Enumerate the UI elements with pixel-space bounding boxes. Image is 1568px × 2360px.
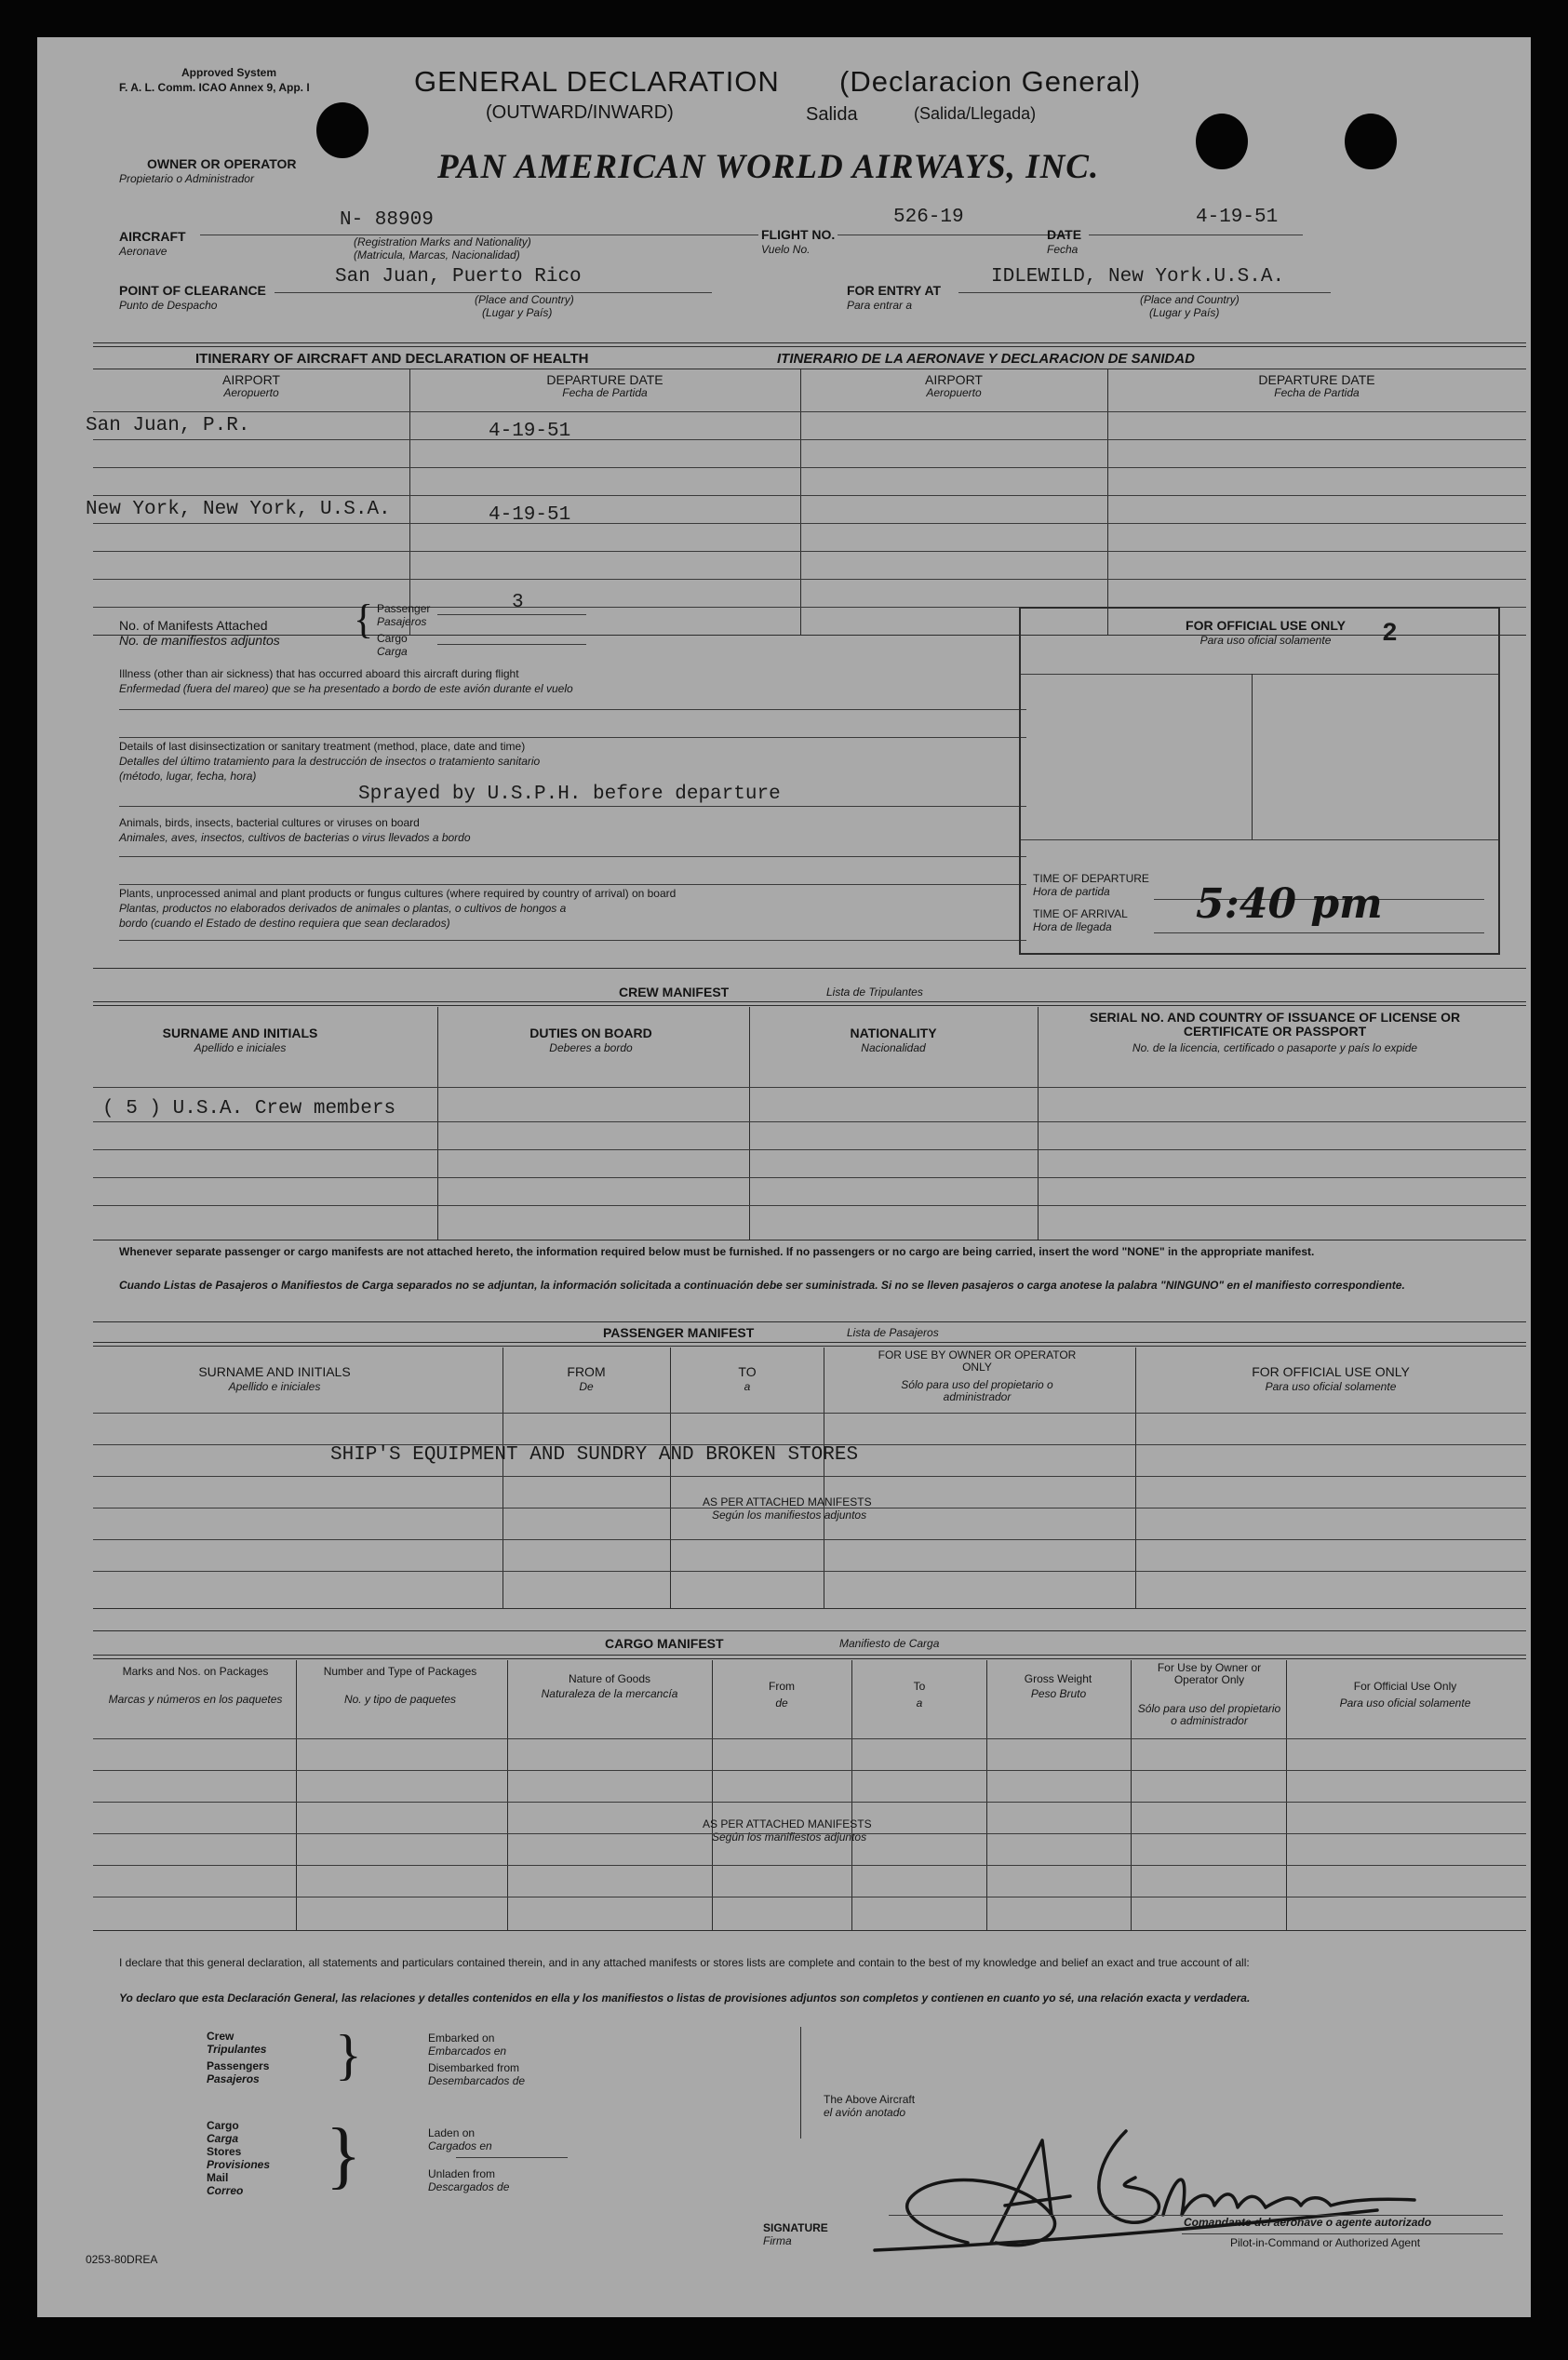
pilot-signature	[856, 2103, 1526, 2261]
pax-col-to-es: a	[744, 1380, 751, 1393]
crew-heading-es: Lista de Tripulantes	[826, 986, 923, 999]
decl-desembarcados: Desembarcados de	[428, 2074, 526, 2087]
owner-label-es: Propietario o Administrador	[119, 172, 254, 185]
place-note: (Place and Country)	[475, 293, 574, 306]
cargo-col-weight: Gross Weight	[1024, 1672, 1092, 1685]
owner-value: PAN AMERICAN WORLD AIRWAYS, INC.	[437, 148, 1100, 186]
cargo-col-official: For Official Use Only	[1353, 1680, 1457, 1693]
cargo-col-goods: Nature of Goods	[568, 1672, 651, 1685]
itin-row-2-airport: New York, New York, U.S.A.	[86, 499, 391, 520]
carga-label: Carga	[377, 645, 408, 658]
decl-cargados: Cargados en	[428, 2139, 492, 2152]
crew-col-duties: DUTIES ON BOARD	[529, 1026, 652, 1040]
crew-col-name: SURNAME AND INITIALS	[162, 1026, 318, 1040]
plants-text: Plants, unprocessed animal and plant products or fungus cultures (where required by country of arrival) on board	[119, 887, 677, 900]
decl-unladen: Unladen from	[428, 2167, 496, 2180]
pax-col-from-es: De	[579, 1380, 594, 1393]
pax-attached-es: Según los manifiestos adjuntos	[712, 1509, 867, 1522]
cargo-col-official-es: Para uso oficial solamente	[1339, 1696, 1471, 1710]
manifests-label: No. of Manifests Attached	[119, 618, 268, 633]
clearance-label: POINT OF CLEARANCE	[119, 283, 266, 298]
animals-text: Animals, birds, insects, bacterial cultures or viruses on board	[119, 816, 420, 829]
cargo-attached: AS PER ATTACHED MANIFESTS	[703, 1817, 872, 1830]
illness-text: Illness (other than air sickness) that has occurred aboard this aircraft during flight	[119, 667, 519, 680]
pax-col-official: FOR OFFICIAL USE ONLY	[1252, 1364, 1410, 1379]
decl-provisiones: Provisiones	[207, 2158, 271, 2171]
itin-col-airport-2-es: Aeropuerto	[926, 386, 982, 399]
entry-label: FOR ENTRY AT	[847, 283, 942, 298]
cargo-col-to: To	[913, 1680, 926, 1693]
cargo-col-marks: Marks and Nos. on Packages	[122, 1665, 269, 1678]
crew-heading: CREW MANIFEST	[619, 985, 730, 999]
above-aircraft: The Above Aircraft	[824, 2093, 916, 2106]
flight-label-es: Vuelo No.	[761, 243, 811, 256]
form-page: Approved System F. A. L. Comm. ICAO Annex 9, App. I GENERAL DECLARATION (Declaracion General) (OUTWARD/INWARD) Salida (Salida/Llegada) OWNER OR OPERATOR Propietario o Administrador PAN AMERICAN WORLD AIRWAYS, INC. AIRCRAFT Aeronave N- 88909 (Registration Marks and Nationality) (Matricula, Marcas, Nacionalidad) FLIGHT NO. Vuelo No. 526-19 DATE Fecha 4-19-51 POINT OF CLEARANCE Punto de Despacho San Juan, Puerto Rico (Place and Country) (Lugar y País) FOR ENTRY AT Para entrar a IDLEWILD, New York.U.S.A. (Place and Country) (Lugar y País) ITINERARY OF AIRCRAFT AND DECLARATION OF HEALTH ITINERARIO DE LA AERONAVE Y DECLARACION DE SANIDAD AIRPORT Aeropuerto DEPARTURE DATE Fecha de Partida AIRPORT Aeropuerto DEPARTURE DATE Fecha de Partida San Juan, P.R. 4-19-51 New York, New York, U.S.A. 4-19-51 No. of Manifests Attached No. de manifiestos adjuntos { Passenger Pasajeros Cargo Carga 3 Illness (other than air sickness) that has occurred aboard this aircraft during flight Enfermedad (fuera del mareo) que se ha presentado a bordo de este avión durante el vuelo Details of last disinsectization or sanitary treatment (method, place, date and time) Detalles del último tratamiento para la destrucción de insectos o tratamiento sanitario (método, lugar, fecha, hora) Sprayed by U.S.P.H. before departure Animals, birds, insects, bacterial cultures or viruses on board Animales, aves, insectos, cultivos de bacterias o virus llevados a bordo Plants, unprocessed animal and plant products or fungus cultures (where required by country of arrival) on board Plantas, productos no elaborados derivados de animales o plantas, o cultivos de hongos a bordo (cuando el Estado de destino requiera que sean declarados) FOR OFFICIAL USE ONLY Para uso oficial solamente 2 TIME OF DEPARTURE Hora de partida TIME OF ARRIVAL Hora de llegada 5:40 pm CREW MANIFEST Lista de Tripulantes SURNAME AND INITIALS Apellido e iniciales DUTIES ON BOARD Deberes a bordo NATIONALITY Nacionalidad SERIAL NO. AND COUNTRY OF ISSUANCE OF LICENSE OR CERTIFICATE OR PASSPORT No. de la licencia, certificado o pasaporte y país lo expide ( 5 ) U.S.A. Crew members Whenever separate passenger or cargo manifests are not attached hereto, the information required below must be furnished. If no passengers or no cargo are being carried, insert the word "NONE" in the appropriate manifest. Cuando Listas de Pasajeros o Manifiestos de Carga separados no se adjuntan, la información solicitada a continuación debe ser suministrada. Si no se lleven pasajeros o carga anotese la palabra "NINGUNO" en el manifiesto correspondiente. PASSENGER MANIFEST Lista de Pasajeros SURNAME AND INITIALS Apellido e iniciales FROM De TO a FOR USE BY OWNER OR OPERATOR ONLY Sólo para uso del propietario o administrador FOR OFFICIAL USE ONLY Para uso oficial solamente SHIP'S EQUIPMENT AND SUNDRY AND BROKEN STORES AS PER ATTACHED MANIFESTS Según los manifiestos adjuntos CARGO MANIFEST Manifiesto de Carga Marks and Nos. on Packages Marcas y números en los paquetes Number and Type of Packages No. y tipo de paquetes Nature of Goods Naturaleza de la mercancía From de To a Gross Weight Peso Bruto For Use by Owner or Operator Only Sólo para uso del propietario o administrador For Official Use Only Para uso oficial solamente AS PER ATTACHED MANIFESTS Según los manifiestos adjuntos I declare that this general declaration, all statements and particulars contained therein, and in any attached manifests or stores lists are complete and contain to the best of my knowledge and belief an exact and true account of all: Yo declaro que esta Declaración General, las relaciones y detalles contenidos en ella y los manifiestos o listas de provisiones adjuntos son completos y contienen en cuanto yo sé, una relación exacta y verdadera. Crew Tripulantes Passengers Pasajeros } Embarked on Embarcados en Disembarked from Desembarcados de Cargo Carga Stores Provisiones Mail Correo } Laden on Cargados en Unladen from Descargados de The Above Aircraft el avión anotado SIGNATURE Firma Comandante del aeronave o agente autorizado Pilot-in-Command or Authorized Agent 0253-80DREA	[37, 37, 1531, 2317]
cargo-label: Cargo	[377, 632, 408, 645]
crew-col-nationality: NATIONALITY	[850, 1026, 937, 1040]
pax-col-official-es: Para uso oficial solamente	[1265, 1380, 1397, 1393]
disinsect-value: Sprayed by U.S.P.H. before departure	[358, 784, 781, 805]
crew-col-serial: SERIAL NO. AND COUNTRY OF ISSUANCE OF LICENSE OR CERTIFICATE OR PASSPORT	[1089, 1010, 1461, 1039]
decl-pasajeros: Pasajeros	[207, 2072, 260, 2085]
cargo-col-from: From	[769, 1680, 795, 1693]
owner-label: OWNER OR OPERATOR	[147, 156, 297, 171]
cargo-col-from-es: de	[775, 1696, 788, 1710]
pax-col-name-es: Apellido e iniciales	[228, 1380, 321, 1393]
arrival-time-value: 5:40 pm	[1196, 880, 1383, 928]
itin-col-date: DEPARTURE DATE	[546, 372, 663, 387]
cargo-col-goods-es: Naturaleza de la mercancía	[541, 1687, 678, 1700]
place-note-es: (Lugar y País)	[482, 306, 553, 319]
crew-col-name-es: Apellido e iniciales	[194, 1041, 287, 1054]
entry-label-es: Para entrar a	[847, 299, 913, 312]
itinerary-heading: ITINERARY OF AIRCRAFT AND DECLARATION OF HEALTH	[195, 351, 589, 367]
punch-hole	[316, 102, 369, 158]
plants-text-es: Plantas, productos no elaborados derivados de animales o plantas, o cultivos de hongos a	[119, 902, 567, 915]
itin-col-airport: AIRPORT	[222, 372, 280, 387]
commander-label-es: Comandante del aeronave o agente autorizado	[1184, 2216, 1432, 2229]
pax-col-owner-es: Sólo para uso del propietario o administrador	[901, 1378, 1053, 1403]
itin-row-1-airport: San Juan, P.R.	[86, 415, 250, 436]
form-title-es: (Declaracion General)	[839, 65, 1142, 98]
cargo-heading-es: Manifiesto de Carga	[839, 1637, 940, 1650]
notice-text: Whenever separate passenger or cargo manifests are not attached hereto, the information required below must be furnished. If no passengers or no cargo are being carried, insert the word "NONE" in the appropriate manifest.	[119, 1245, 1315, 1258]
decl-mail: Mail	[207, 2171, 229, 2184]
passenger-manifest-count: 3	[512, 592, 524, 613]
itin-col-date-2: DEPARTURE DATE	[1258, 372, 1375, 387]
punch-hole	[1196, 114, 1248, 169]
itin-col-date-es: Fecha de Partida	[562, 386, 648, 399]
salida: Salida	[806, 104, 858, 125]
arrival-time-label-es: Hora de llegada	[1033, 920, 1112, 933]
plants-text-es-2: bordo (cuando el Estado de destino requiera que sean declarados)	[119, 917, 450, 930]
decl-embarcados: Embarcados en	[428, 2045, 507, 2058]
cargo-col-owner-es: Sólo para uso del propietario o administrador	[1137, 1702, 1281, 1727]
pax-col-to: TO	[738, 1364, 757, 1379]
departure-time-label-es: Hora de partida	[1033, 885, 1110, 898]
notice-text-es: Cuando Listas de Pasajeros o Manifiestos de Carga separados no se adjuntan, la información solicitada a continuación debe ser suministrada. Si no se lleven pasajeros o carga anotese la palabra "NINGUNO" en el manifiesto correspondiente.	[119, 1279, 1405, 1292]
entry-value: IDLEWILD, New York.U.S.A.	[991, 266, 1285, 288]
pax-entry: SHIP'S EQUIPMENT AND SUNDRY AND BROKEN STORES	[330, 1444, 859, 1466]
salida-llegada: (Salida/Llegada)	[914, 104, 1037, 123]
itinerary-heading-es: ITINERARIO DE LA AERONAVE Y DECLARACION DE SANIDAD	[777, 351, 1195, 367]
aircraft-value: N- 88909	[340, 209, 434, 231]
crew-col-serial-es: No. de la licencia, certificado o pasaporte y país lo expide	[1132, 1041, 1418, 1054]
flight-value: 526-19	[893, 207, 964, 228]
arrival-time-label: TIME OF ARRIVAL	[1033, 907, 1128, 920]
crew-col-duties-es: Deberes a bordo	[549, 1041, 633, 1054]
itin-row-2-date: 4-19-51	[489, 504, 571, 526]
decl-correo: Correo	[207, 2184, 244, 2197]
registration-note: (Registration Marks and Nationality)	[354, 235, 531, 248]
entry-place-note: (Place and Country)	[1140, 293, 1240, 306]
declaration-text-es: Yo declaro que esta Declaración General, las relaciones y detalles contenidos en ella y los manifiestos o listas de provisiones adjuntos son completos y contienen en cuanto yo sé, una relación exacta y verdadera.	[119, 1991, 1251, 2005]
decl-tripulantes: Tripulantes	[207, 2043, 267, 2056]
itin-col-airport-es: Aeropuerto	[223, 386, 279, 399]
pax-col-owner: FOR USE BY OWNER OR OPERATOR ONLY	[878, 1348, 1077, 1374]
declaration-text: I declare that this general declaration, all statements and particulars contained therein, and in any attached manifests or stores lists are complete and contain to the best of my knowledge and belief an exact and true account of all:	[119, 1956, 1250, 1969]
decl-carga: Carga	[207, 2132, 239, 2145]
date-label-es: Fecha	[1047, 243, 1079, 256]
itin-row-1-date: 4-19-51	[489, 421, 571, 442]
aircraft-label-es: Aeronave	[119, 245, 168, 258]
disinsect-text-es-2: (método, lugar, fecha, hora)	[119, 770, 257, 783]
passenger-heading: PASSENGER MANIFEST	[603, 1325, 755, 1340]
commander-label: Pilot-in-Command or Authorized Agent	[1230, 2236, 1421, 2249]
cargo-col-owner: For Use by Owner or Operator Only	[1157, 1661, 1262, 1686]
pax-attached: AS PER ATTACHED MANIFESTS	[703, 1495, 872, 1509]
itin-col-airport-2: AIRPORT	[925, 372, 983, 387]
animals-text-es: Animales, aves, insectos, cultivos de bacterias o virus llevados a bordo	[119, 831, 471, 844]
passenger-label: Passenger	[377, 602, 431, 615]
decl-passengers: Passengers	[207, 2059, 270, 2072]
pasajeros-label: Pasajeros	[377, 615, 427, 628]
itin-col-date-2-es: Fecha de Partida	[1274, 386, 1360, 399]
approval-line-2: F. A. L. Comm. ICAO Annex 9, App. I	[119, 81, 310, 94]
registration-note-es: (Matricula, Marcas, Nacionalidad)	[354, 248, 520, 261]
approval-line-1: Approved System	[181, 66, 277, 79]
aircraft-label: AIRCRAFT	[119, 229, 186, 244]
official-mark: 2	[1382, 620, 1398, 649]
cargo-col-weight-es: Peso Bruto	[1030, 1687, 1087, 1700]
decl-stores: Stores	[207, 2145, 242, 2158]
signature-label-es: Firma	[763, 2234, 792, 2247]
date-label: DATE	[1047, 227, 1082, 242]
cargo-col-packages: Number and Type of Packages	[323, 1665, 477, 1678]
decl-disembarked: Disembarked from	[428, 2061, 520, 2074]
disinsect-text: Details of last disinsectization or sanitary treatment (method, place, date and time)	[119, 740, 526, 753]
crew-col-nationality-es: Nacionalidad	[861, 1041, 926, 1054]
official-use-label: FOR OFFICIAL USE ONLY	[1186, 618, 1346, 633]
cargo-attached-es: Según los manifiestos adjuntos	[712, 1830, 867, 1844]
form-title: GENERAL DECLARATION	[414, 65, 780, 98]
official-use-label-es: Para uso oficial solamente	[1199, 634, 1332, 647]
flight-label: FLIGHT NO.	[761, 227, 836, 242]
decl-crew: Crew	[207, 2030, 235, 2043]
crew-entry: ( 5 ) U.S.A. Crew members	[102, 1098, 396, 1120]
form-number: 0253-80DREA	[86, 2253, 158, 2266]
cargo-col-packages-es: No. y tipo de paquetes	[343, 1693, 457, 1706]
clearance-label-es: Punto de Despacho	[119, 299, 218, 312]
cargo-col-to-es: a	[916, 1696, 923, 1710]
punch-hole	[1345, 114, 1397, 169]
clearance-value: San Juan, Puerto Rico	[335, 266, 582, 288]
entry-place-note-es: (Lugar y País)	[1149, 306, 1220, 319]
decl-laden: Laden on	[428, 2126, 476, 2139]
pax-col-name: SURNAME AND INITIALS	[198, 1364, 351, 1379]
departure-time-label: TIME OF DEPARTURE	[1033, 872, 1149, 885]
cargo-heading: CARGO MANIFEST	[605, 1636, 724, 1651]
date-value: 4-19-51	[1196, 207, 1279, 228]
outward-inward: (OUTWARD/INWARD)	[486, 102, 674, 123]
illness-text-es: Enfermedad (fuera del mareo) que se ha presentado a bordo de este avión durante el vuelo	[119, 682, 573, 695]
decl-descargados: Descargados de	[428, 2180, 510, 2193]
manifests-label-es: No. de manifiestos adjuntos	[119, 633, 280, 648]
cargo-col-marks-es: Marcas y números en los paquetes	[108, 1693, 283, 1706]
decl-cargo: Cargo	[207, 2119, 239, 2132]
above-aircraft-es: el avión anotado	[824, 2106, 906, 2119]
passenger-heading-es: Lista de Pasajeros	[847, 1326, 939, 1339]
disinsect-text-es: Detalles del último tratamiento para la destrucción de insectos o tratamiento sanitario	[119, 755, 541, 768]
signature-label: SIGNATURE	[763, 2221, 828, 2234]
decl-embarked: Embarked on	[428, 2031, 495, 2045]
pax-col-from: FROM	[567, 1364, 606, 1379]
